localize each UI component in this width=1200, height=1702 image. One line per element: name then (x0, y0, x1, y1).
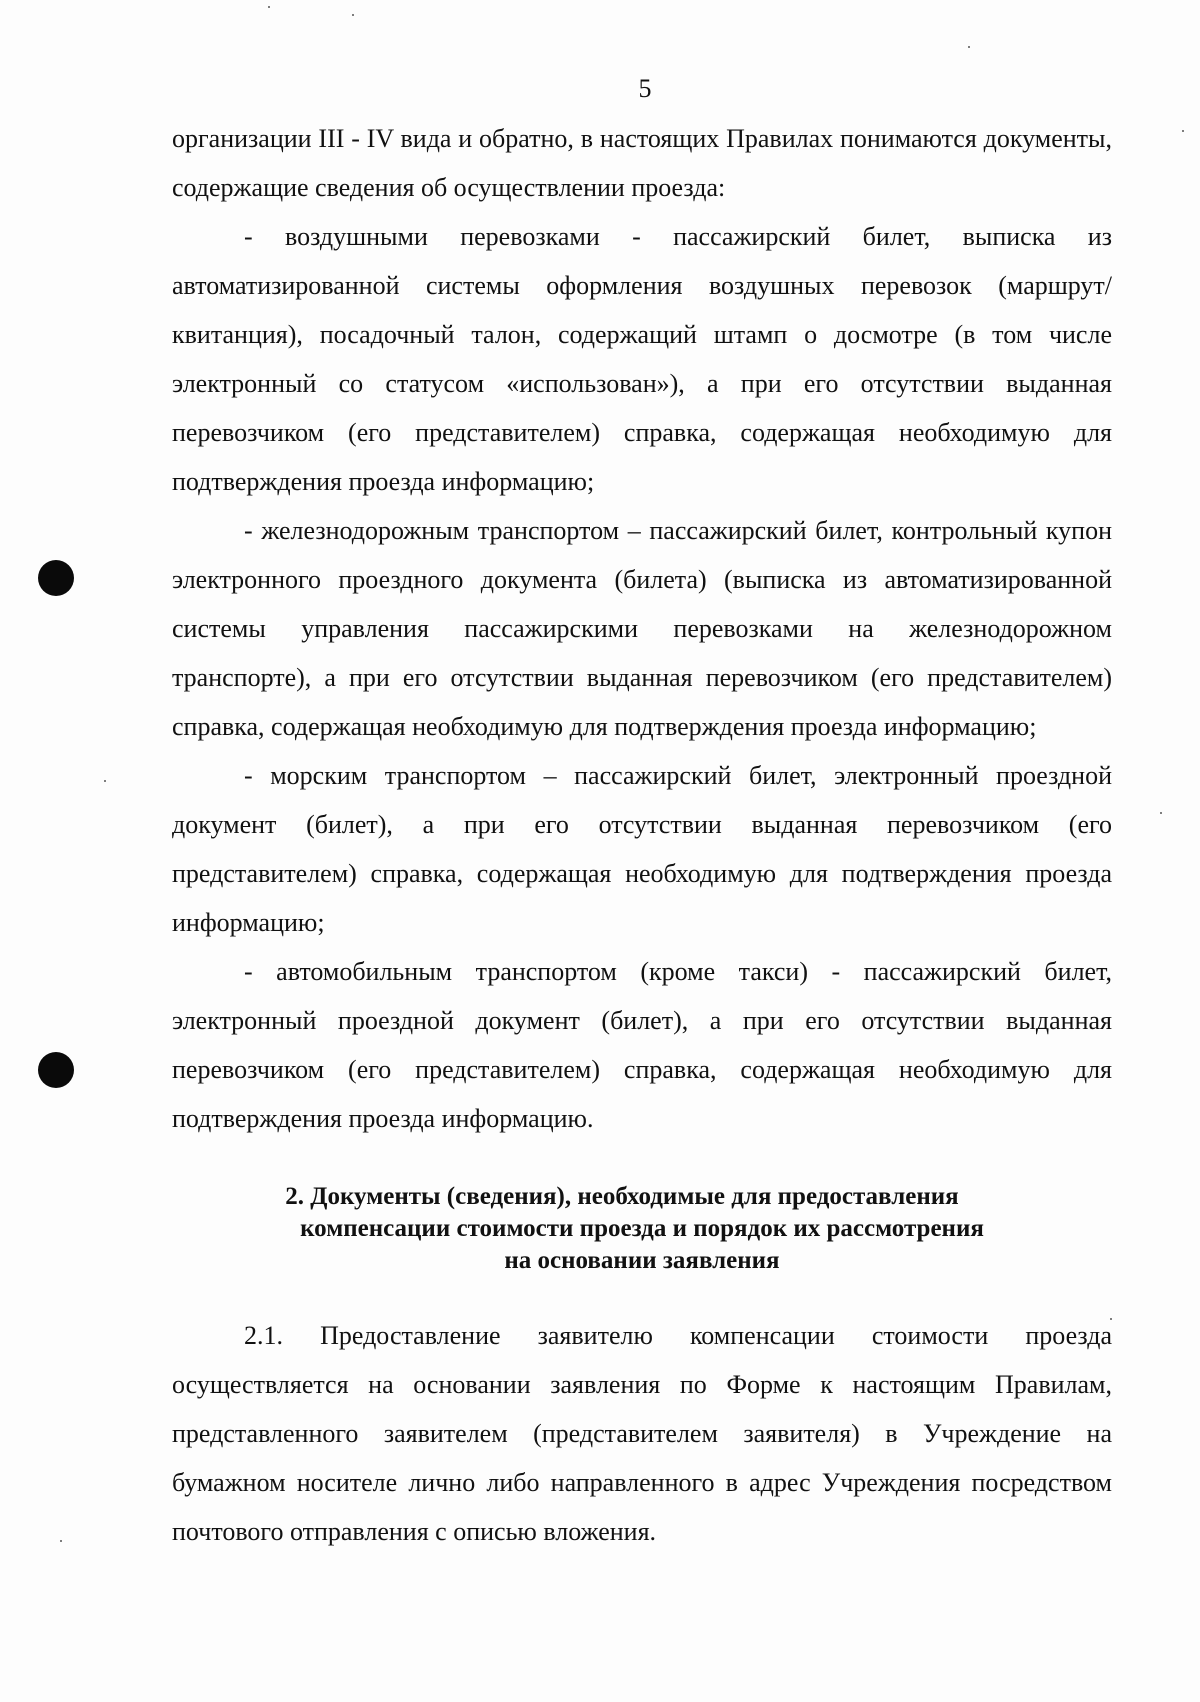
paragraph-intro: организации III - IV вида и обратно, в настоящих Правилах понимаются документы, содержащие сведения об осуществлении проезда: (172, 124, 1112, 202)
page-number: 5 (638, 74, 652, 103)
document-body (172, 114, 1112, 1556)
punch-hole-mark (38, 1052, 74, 1088)
section-heading-line: на основании заявления (504, 1247, 780, 1274)
scan-speck (1182, 130, 1184, 132)
section-heading-line: компенсации стоимости проезда и порядок их рассмотрения (300, 1215, 984, 1242)
scan-speck (268, 6, 270, 8)
scan-speck (1160, 812, 1162, 814)
paragraph-auto-transport: - автомобильным транспортом (кроме такси) - пассажирский билет, электронный проездной документ (билет), а при его отсутствии выданная перевозчиком (его представителем) справка, содержащая необходимую для подтверждения проезда информацию. (172, 957, 1112, 1133)
scan-speck (60, 1540, 62, 1542)
punch-hole-mark (38, 560, 74, 596)
scan-speck (104, 780, 106, 782)
section-heading-line: 2. Документы (сведения), необходимые для предоставления (285, 1183, 959, 1210)
section-spacer (172, 1277, 1112, 1311)
paragraph-2-1: 2.1. Предоставление заявителю компенсации стоимости проезда осуществляется на основании заявления по Форме к настоящим Правилам, представленного заявителем (представителем заявителя) в Учреждение на бумажном носителе лично либо направленного в адрес Учреждения посредством почтового отправления с описью вложения. (172, 1321, 1112, 1546)
paragraph-rail-transport: - железнодорожным транспортом – пассажирский билет, контрольный купон электронного проездного документа (билета) (выписка из автоматизированной системы управления пассажирскими перевозками на железнодорожном транспорте), а при его отсутствии выданная перевозчиком (его представителем) справка, содержащая необходимую для подтверждения проезда информацию; (172, 516, 1112, 741)
scan-speck (352, 14, 354, 16)
section-heading (172, 1181, 1112, 1277)
paragraph-sea-transport: - морским транспортом – пассажирский билет, электронный проездной документ (билет), а при его отсутствии выданная перевозчиком (его представителем) справка, содержащая необходимую для подтверждения проезда информацию; (172, 761, 1112, 937)
scan-speck (968, 46, 970, 48)
paragraph-air-transport: - воздушными перевозками - пассажирский билет, выписка из автоматизированной системы оформления воздушных перевозок (маршрут/квитанция), посадочный талон, содержащий штамп о досмотре (в том числе электронный со статусом «использован»), а при его отсутствии выданная перевозчиком (его представителем) справка, содержащая необходимую для подтверждения проезда информацию; (172, 222, 1112, 496)
